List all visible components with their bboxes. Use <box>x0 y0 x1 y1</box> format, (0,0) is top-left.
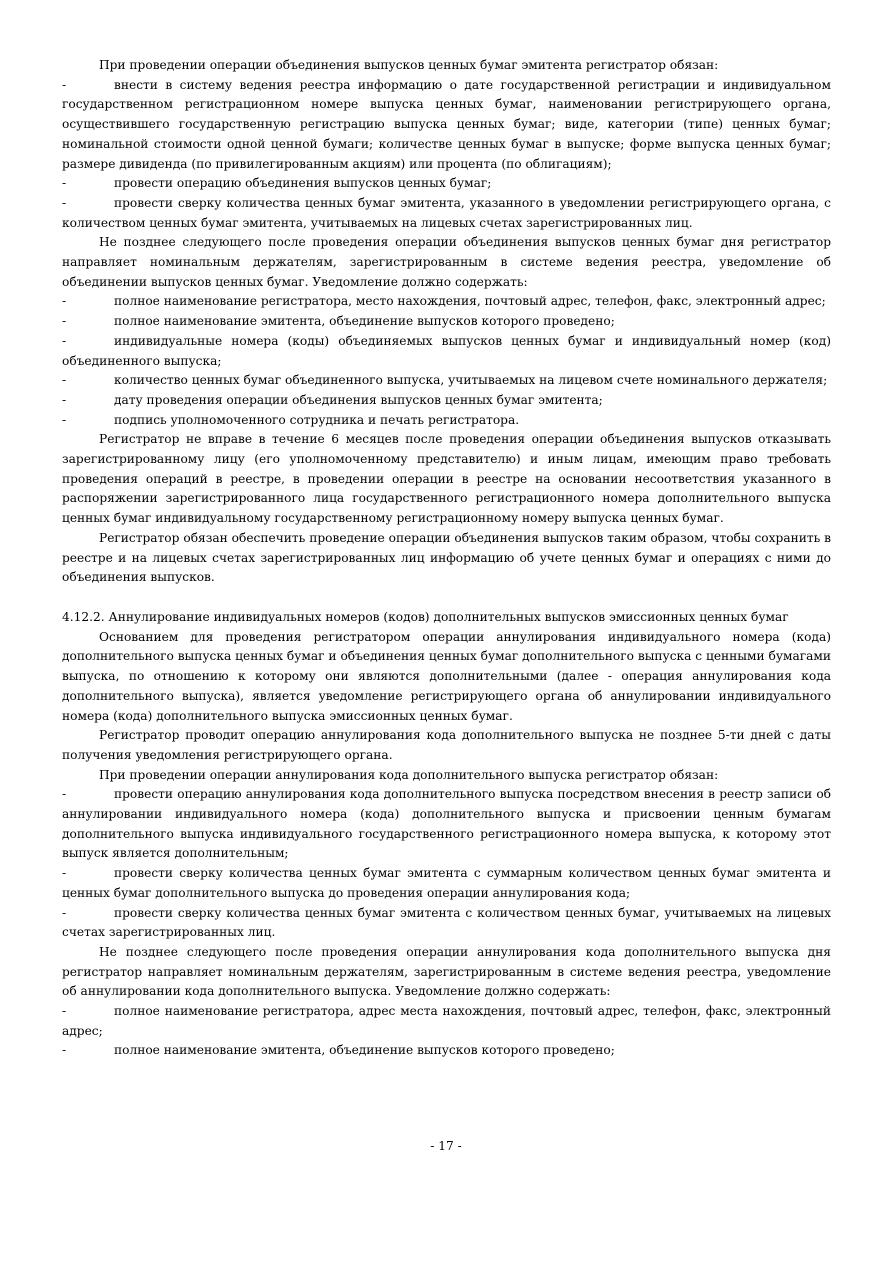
paragraph: Регистратор проводит операцию аннулирования кода дополнительного выпуска не позднее 5-ти дней с даты получения уведомления регистрирующего органа. <box>62 728 831 762</box>
list-item-text: полное наименование эмитента, объединение выпусков которого проведено; <box>114 1043 615 1058</box>
list-item <box>62 1002 831 1041</box>
list-item <box>62 785 831 864</box>
list-dash: - <box>62 1043 67 1058</box>
list-item-text: дату проведения операции объединения выпусков ценных бумаг эмитента; <box>114 392 603 407</box>
list-item <box>62 371 831 391</box>
list-item <box>62 194 831 233</box>
list-dash: - <box>62 77 67 92</box>
list-dash: - <box>62 294 67 309</box>
list-item-text: внести в систему ведения реестра информацию о дате государственной регистрации и индивидуальном государственном регистрационном номере выпуска ценных бумаг, наименовании регистрирующего органа, осуществившего государственную регистрацию выпуска ценных бумаг; виде, категории (типе) ценных бумаг; номинальной стоимости одной ценной бумаги; количестве ценных бумаг в выпуске; форме выпуска ценных бумаг; размере дивиденда (по привилегированным акциям) или процента (по облигациям); <box>62 77 831 171</box>
list-item-text: подпись уполномоченного сотрудника и печать регистратора. <box>114 412 520 427</box>
list-item <box>62 292 831 312</box>
list-item-text: провести операцию объединения выпусков ценных бумаг; <box>114 176 492 191</box>
paragraph: Регистратор не вправе в течение 6 месяцев после проведения операции объединения выпусков отказывать зарегистрированному лицу (его уполномоченному представителю) и иным лицам, имеющим право требовать проведения операций в реестре, в проведении операции в реестре на основании несоответствия указанного в распоряжении зарегистрированного лица государственного регистрационного номера дополнительного выпуска ценных бумаг индивидуальному государственному регистрационному номеру выпуска ценных бумаг. <box>62 432 831 526</box>
list-item-text: полное наименование регистратора, адрес места нахождения, почтовый адрес, телефон, факс, электронный адрес; <box>62 1004 831 1038</box>
section-gap <box>62 588 831 608</box>
list-dash: - <box>62 333 67 348</box>
page-number: - 17 - <box>430 1139 462 1153</box>
list-item <box>62 332 831 371</box>
paragraph: Основанием для проведения регистратором операции аннулирования индивидуального номера (кода) дополнительного выпуска ценных бумаг и объединения ценных бумаг дополнительного выпуска с ценными бумагами выпуска, по отношению к которому они являются дополнительными (далее - операция аннулирования кода дополнительного выпуска), является уведомление регистрирующего органа об аннулировании индивидуального номера (кода) дополнительного выпуска эмиссионных ценных бумаг. <box>62 629 831 723</box>
paragraph: Регистратор обязан обеспечить проведение операции объединения выпусков таким образом, чтобы сохранить в реестре и на лицевых счетах зарегистрированных лиц информацию об учете ценных бумаг и операциях с ними до объединения выпусков. <box>62 530 831 585</box>
list-dash: - <box>62 787 67 802</box>
list-item <box>62 174 831 194</box>
list-item-text: полное наименование эмитента, объединение выпусков которого проведено; <box>114 314 615 329</box>
list-item-text: провести операцию аннулирования кода дополнительного выпуска посредством внесения в реестр записи об аннулировании индивидуального номера (кода) дополнительного выпуска и присвоении ценным бумагам дополнительного выпуска индивидуального государственного регистрационного номера выпуска, к которому этот выпуск является дополнительным; <box>62 787 831 861</box>
list-dash: - <box>62 866 67 881</box>
list-dash: - <box>62 905 67 920</box>
list-item <box>62 391 831 411</box>
paragraph: Не позднее следующего после проведения операции аннулирования кода дополнительного выпуска дня регистратор направляет номинальным держателям, зарегистрированным в системе ведения реестра, уведомление об аннулировании кода дополнительного выпуска. Уведомление должно содержать: <box>62 944 831 999</box>
list-item-text: провести сверку количества ценных бумаг эмитента, указанного в уведомлении регистрирующего органа, с количеством ценных бумаг эмитента, учитываемых на лицевых счетах зарегистрированных лиц. <box>62 195 831 230</box>
list-dash: - <box>62 176 67 191</box>
list-item-text: индивидуальные номера (коды) объединяемых выпусков ценных бумаг и индивидуальный номер (код) объединенного выпуска; <box>62 333 831 368</box>
list-dash: - <box>62 195 67 210</box>
list-dash: - <box>62 314 67 329</box>
list-item <box>62 411 831 431</box>
list-dash: - <box>62 412 67 427</box>
list-dash: - <box>62 392 67 407</box>
list-item-text: полное наименование регистратора, место нахождения, почтовый адрес, телефон, факс, электронный адрес; <box>114 294 826 309</box>
list-item <box>62 864 831 903</box>
list-dash: - <box>62 1004 67 1019</box>
list-item <box>62 312 831 332</box>
list-dash: - <box>62 373 67 388</box>
document-page <box>62 56 831 1061</box>
paragraph: При проведении операции объединения выпусков ценных бумаг эмитента регистратор обязан: <box>99 58 719 72</box>
list-item-text: провести сверку количества ценных бумаг эмитента с суммарным количеством ценных бумаг эмитента и ценных бумаг дополнительного выпуска до проведения операции аннулирования кода; <box>62 866 831 900</box>
list-item <box>62 1041 831 1061</box>
list-item-text: провести сверку количества ценных бумаг эмитента с количеством ценных бумаг, учитываемых на лицевых счетах зарегистрированных лиц. <box>62 905 831 940</box>
list-item-text: количество ценных бумаг объединенного выпуска, учитываемых на лицевом счете номинального держателя; <box>114 373 828 388</box>
paragraph: При проведении операции аннулирования кода дополнительного выпуска регистратор обязан: <box>99 767 719 782</box>
paragraph: Не позднее следующего после проведения операции объединения выпусков ценных бумаг дня регистратор направляет номинальным держателям, зарегистрированным в системе ведения реестра, уведомление об объединении выпусков ценных бумаг. Уведомление должно содержать: <box>62 235 831 289</box>
list-item <box>62 76 831 175</box>
section-heading: 4.12.2. Аннулирование индивидуальных номеров (кодов) дополнительных выпусков эмиссионных ценных бумаг <box>62 609 789 624</box>
list-item <box>62 904 831 943</box>
